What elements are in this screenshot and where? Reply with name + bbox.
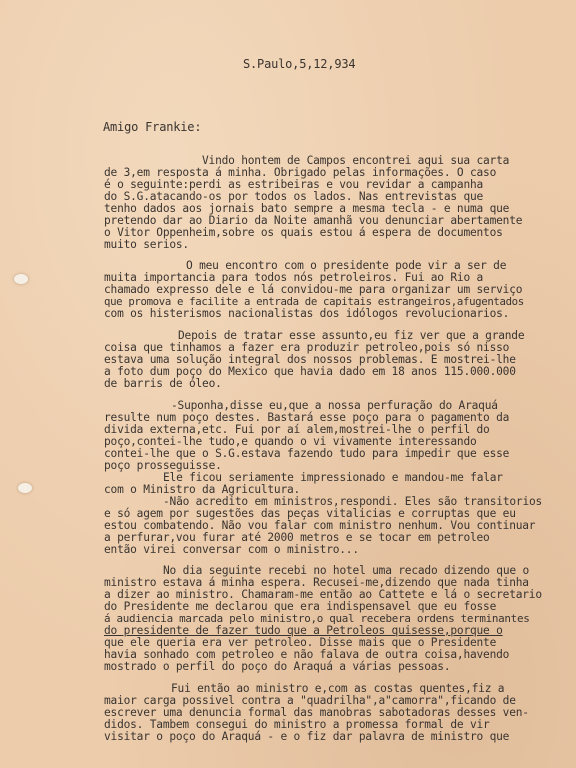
text-line: pretendo dar ao Diario da Noite amanhã vou denunciar abertamente <box>104 214 523 227</box>
dateline: S.Paulo,5,12,934 <box>243 57 356 71</box>
text-line: didos. Tambem consegui do ministro a promessa formal de vir <box>104 718 490 731</box>
text-line: -Não acredito em ministros,respondi. Eles são transitorios <box>163 495 543 508</box>
text-line: havia sonhado com petroleo e não falava de outra coisa,havendo <box>104 648 510 661</box>
text-line: maior carga possivel contra a "quadrilha",a"camorra",ficando de <box>104 694 516 707</box>
text-line: com os histerismos nacionalistas dos idólogos revolucionarios. <box>104 307 510 320</box>
punch-hole-bottom <box>18 483 32 493</box>
text-line: e só agem por sugestões das peças vitalicias e corruptas que eu <box>104 507 516 520</box>
punch-hole-top <box>14 274 28 284</box>
text-line: poço,contei-lhe tudo,e quando o vi vivamente interessando <box>104 435 477 448</box>
text-line: então virei conversar com o ministro... <box>104 543 359 556</box>
text-line: a perfurar,vou furar até 2000 metros e se tocar em petroleo <box>104 531 490 544</box>
text-line: de 3,em resposta á minha. Obrigado pelas informações. O caso <box>104 166 497 179</box>
text-line: resulte num poço destes. Bastará esse poço para o pagamento da <box>104 411 510 424</box>
text-line: chamado expresso dele e lá convidou-me para organizar um serviço <box>104 283 523 296</box>
text-line: tenho dados aos jornais bato sempre a mesma tecla - e numa que <box>104 202 510 215</box>
text-line: visitar o poço do Araquá - e o fiz dar palavra de ministro que <box>104 730 510 743</box>
text-line: Vindo hontem de Campos encontrei aqui sua carta <box>202 154 510 167</box>
text-line: que promova e facilite a entrada de capitais estrangeiros,afugentados <box>104 295 524 308</box>
salutation: Amigo Frankie: <box>103 120 202 134</box>
text-line: O meu encontro com o presidente pode vir a ser de <box>186 259 507 272</box>
text-line: que ele queria era ver petroleo. Disse mais que o Presidente <box>104 636 497 649</box>
text-line: mostrado o perfil do poço do Araquá a várias pessoas. <box>104 660 451 673</box>
text-line: divida externa,etc. Fui por aí alem,mostrei-lhe o perfil do <box>104 423 490 436</box>
text-line: de barris de óleo. <box>104 377 222 390</box>
text-line: contei-lhe que o S.G.estava fazendo tudo para impedir que esse <box>104 447 510 460</box>
text-line: escrever uma denuncia formal das manobras sabotadoras desses ven- <box>104 706 529 719</box>
underlined-text-line: do presidente de fazer tudo que a Petroleos quisesse,porque o <box>104 624 503 637</box>
text-line: é o seguinte:perdi as estribeiras e vou revidar a campanha <box>104 178 484 191</box>
text-line: estava uma solução integral dos nossos problemas. E mostrei-lhe <box>104 353 516 366</box>
text-line: Fui então ao ministro e,com as costas quentes,fiz a <box>171 682 505 695</box>
text-line: poço prosseguisse. <box>104 459 222 472</box>
text-line: o Vitor Oppenheim,sobre os quais estou á espera de documentos <box>104 226 503 239</box>
text-line: a foto dum poço do Mexico que havia dado em 18 anos 115.000.000 <box>104 365 516 378</box>
text-line: á audiencia marcada pelo ministro,o qual recebera ordens terminantes <box>104 612 530 625</box>
text-line: muita importancia para todos nós petroleiros. Fui ao Rio a <box>104 271 484 284</box>
text-line: ministro estava á minha espera. Recusei-me,dizendo que nada tinha <box>104 576 529 589</box>
text-line: No dia seguinte recebi no hotel uma recado dizendo que o <box>163 564 529 577</box>
text-line: coisa que tinhamos a fazer era produzir petroleo,pois só nisso <box>104 341 510 354</box>
text-line: do Presidente me declarou que era indispensavel que eu fosse <box>104 600 497 613</box>
text-line: do S.G.atacando-os por todos os lados. Nas entrevistas que <box>104 190 484 203</box>
text-line: Depois de tratar esse assunto,eu fiz ver que a grande <box>178 329 525 342</box>
text-line: muito serios. <box>104 238 189 251</box>
text-line: a dizer ao ministro. Chamaram-me então ao Cattete e lá o secretario <box>104 588 542 601</box>
text-line: Ele ficou seriamente impressionado e mandou-me falar <box>163 471 503 484</box>
text-line: com o Ministro da Agricultura. <box>104 483 301 496</box>
text-line: estou combatendo. Não vou falar com ministro nenhum. Vou continuar <box>104 519 536 532</box>
text-line: -Suponha,disse eu,que a nossa perfuração do Araquá <box>171 399 498 412</box>
